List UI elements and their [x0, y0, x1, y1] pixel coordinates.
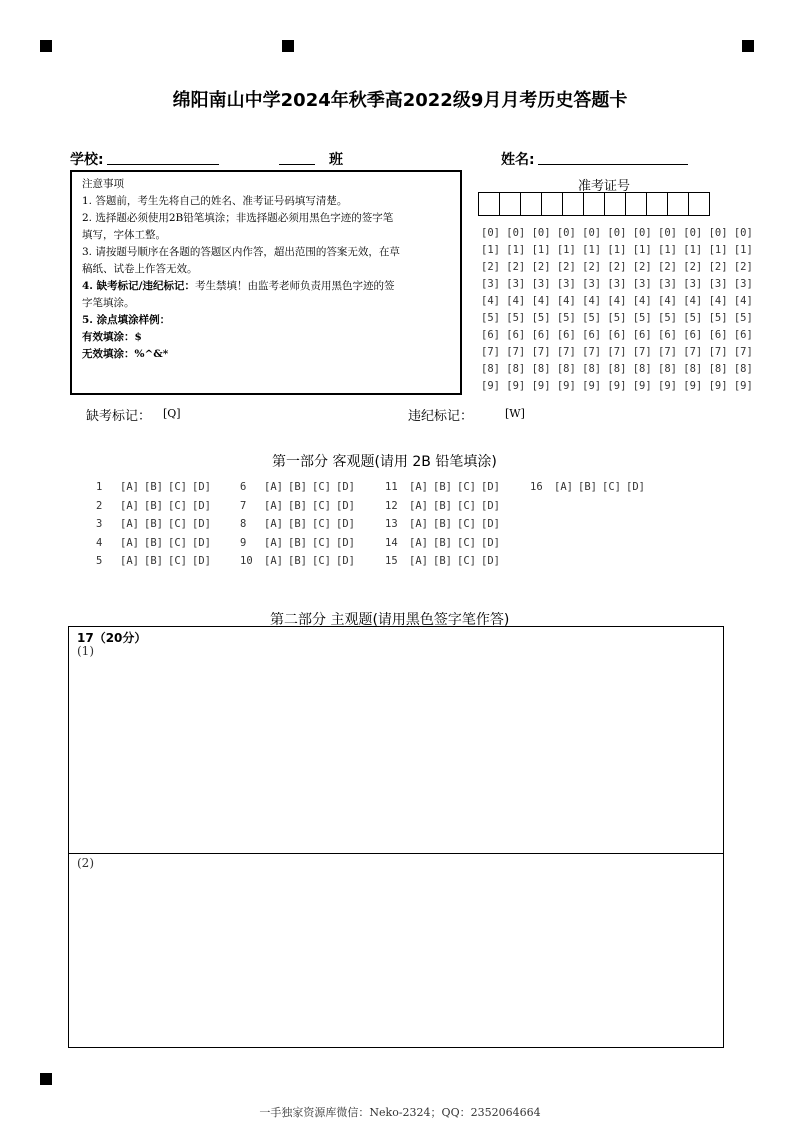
- mc-question-number: 13: [385, 518, 398, 530]
- valid-fill-example: 有效填涂：$: [82, 331, 142, 343]
- mc-question-row: [96, 537, 216, 549]
- admission-number-boxes: [478, 192, 710, 216]
- instructions-line: 3. 请按题号顺序在各题的答题区内作答，超出范围的答案无效，在草: [82, 246, 400, 258]
- registration-mark-bottom-left: [40, 1073, 52, 1085]
- name-field[interactable]: [538, 164, 688, 165]
- mc-question-row: [240, 500, 360, 512]
- mc-option-bubble[interactable]: [A]: [120, 537, 139, 549]
- mc-option-bubble[interactable]: [D]: [481, 555, 500, 567]
- admission-digit-box[interactable]: [583, 192, 605, 216]
- mc-question-row: [530, 481, 650, 493]
- mc-option-bubble[interactable]: [C]: [168, 537, 187, 549]
- mc-option-bubble[interactable]: [B]: [288, 481, 307, 493]
- instructions-line: 1. 答题前，考生先将自己的姓名、准考证号码填写清楚。: [82, 195, 348, 207]
- mc-option-bubble[interactable]: [C]: [457, 500, 476, 512]
- admission-digit-box[interactable]: [541, 192, 563, 216]
- mc-question-number: 16: [530, 481, 543, 493]
- mc-option-bubble[interactable]: [C]: [312, 555, 331, 567]
- admission-digit-box[interactable]: [604, 192, 626, 216]
- instructions-line: 字笔填涂。: [82, 297, 135, 309]
- mc-option-bubble[interactable]: [B]: [288, 537, 307, 549]
- admission-bubble-grid: [481, 225, 753, 395]
- mc-option-bubble[interactable]: [B]: [288, 500, 307, 512]
- admission-digit-box[interactable]: [499, 192, 521, 216]
- mc-option-bubble[interactable]: [C]: [312, 500, 331, 512]
- mc-option-bubble[interactable]: [A]: [264, 481, 283, 493]
- mc-option-bubble[interactable]: [D]: [336, 518, 355, 530]
- admission-bubble-row[interactable]: [5] [5] [5] [5] [5] [5] [5] [5] [5] [5] [5]: [481, 312, 753, 324]
- admission-number-title: 准考证号: [577, 179, 630, 194]
- mc-question-row: [240, 555, 360, 567]
- mc-question-number: 11: [385, 481, 398, 493]
- mc-question-number: 9: [240, 537, 247, 549]
- part1-title: 第一部分 客观题(请用 2B 铅笔填涂): [272, 454, 497, 470]
- name-label: 姓名:: [501, 152, 535, 168]
- violation-mark-bubble[interactable]: [W]: [505, 407, 525, 420]
- mc-option-bubble[interactable]: [B]: [288, 518, 307, 530]
- mc-question-number: 4: [96, 537, 103, 549]
- mc-option-bubble[interactable]: [D]: [481, 481, 500, 493]
- mc-option-bubble[interactable]: [B]: [433, 537, 452, 549]
- mc-option-bubble[interactable]: [A]: [409, 500, 428, 512]
- answer-area-q17[interactable]: [68, 626, 724, 1048]
- registration-mark-top-left: [40, 40, 52, 52]
- mc-question-row: [240, 518, 360, 530]
- mc-question-row: [385, 555, 505, 567]
- mc-option-bubble[interactable]: [A]: [264, 500, 283, 512]
- instructions-item-5: 5. 涂点填涂样例：: [82, 314, 171, 326]
- mc-question-number: 15: [385, 555, 398, 567]
- mc-question-row: [96, 518, 216, 530]
- mc-question-row: [240, 481, 360, 493]
- admission-bubble-row[interactable]: [0] [0] [0] [0] [0] [0] [0] [0] [0] [0] [0]: [481, 227, 753, 239]
- mc-option-bubble[interactable]: [A]: [409, 555, 428, 567]
- admission-bubble-row[interactable]: [3] [3] [3] [3] [3] [3] [3] [3] [3] [3] [3]: [481, 278, 753, 290]
- admission-digit-box[interactable]: [688, 192, 710, 216]
- mc-option-bubble[interactable]: [C]: [457, 518, 476, 530]
- mc-question-row: [96, 481, 216, 493]
- mc-option-bubble[interactable]: [B]: [433, 518, 452, 530]
- question-17-label: 17（20分）: [77, 631, 147, 645]
- mc-option-bubble[interactable]: [C]: [312, 537, 331, 549]
- admission-bubble-row[interactable]: [1] [1] [1] [1] [1] [1] [1] [1] [1] [1] [1]: [481, 244, 753, 256]
- instructions-line: 稿纸、试卷上作答无效。: [82, 263, 198, 275]
- answer-divider: [69, 853, 723, 854]
- mc-question-row: [385, 537, 505, 549]
- mc-option-bubble[interactable]: [A]: [264, 537, 283, 549]
- instructions-heading: 注意事项: [82, 178, 124, 190]
- mc-option-bubble[interactable]: [D]: [192, 500, 211, 512]
- mc-question-number: 3: [96, 518, 103, 530]
- class-number-field[interactable]: [279, 164, 315, 165]
- mc-option-bubble[interactable]: [D]: [481, 537, 500, 549]
- admission-digit-box[interactable]: [478, 192, 500, 216]
- mc-option-bubble[interactable]: [D]: [192, 481, 211, 493]
- mc-option-bubble[interactable]: [B]: [578, 481, 597, 493]
- mc-option-bubble[interactable]: [C]: [457, 481, 476, 493]
- instructions-line: 填写，字体工整。: [82, 229, 166, 241]
- mc-option-bubble[interactable]: [D]: [626, 481, 645, 493]
- mc-question-number: 5: [96, 555, 103, 567]
- mc-option-bubble[interactable]: [D]: [192, 555, 211, 567]
- violation-mark-label: 违纪标记：: [408, 409, 474, 424]
- absent-mark-label: 缺考标记：: [86, 409, 152, 424]
- page-title: 绵阳南山中学2024年秋季高2022级9月月考历史答题卡: [172, 90, 628, 111]
- mc-option-bubble[interactable]: [D]: [192, 537, 211, 549]
- mc-question-row: [96, 500, 216, 512]
- mc-option-bubble[interactable]: [C]: [168, 555, 187, 567]
- mc-question-row: [385, 500, 505, 512]
- mc-option-bubble[interactable]: [B]: [144, 500, 163, 512]
- admission-digit-box[interactable]: [520, 192, 542, 216]
- mc-option-bubble[interactable]: [D]: [336, 500, 355, 512]
- admission-bubble-row[interactable]: [6] [6] [6] [6] [6] [6] [6] [6] [6] [6] [6]: [481, 329, 753, 341]
- mc-option-bubble[interactable]: [A]: [120, 555, 139, 567]
- school-label: 学校:: [70, 152, 104, 168]
- admission-digit-box[interactable]: [625, 192, 647, 216]
- registration-mark-top-center: [282, 40, 294, 52]
- admission-bubble-row[interactable]: [2] [2] [2] [2] [2] [2] [2] [2] [2] [2] [2]: [481, 261, 753, 273]
- mc-option-bubble[interactable]: [C]: [168, 518, 187, 530]
- mc-option-bubble[interactable]: [A]: [120, 481, 139, 493]
- mc-option-bubble[interactable]: [C]: [312, 481, 331, 493]
- invalid-fill-example: 无效填涂：%^&*: [82, 348, 169, 360]
- mc-option-bubble[interactable]: [B]: [288, 555, 307, 567]
- mc-question-number: 12: [385, 500, 398, 512]
- admission-bubble-row[interactable]: [7] [7] [7] [7] [7] [7] [7] [7] [7] [7] [7]: [481, 346, 753, 358]
- mc-option-bubble[interactable]: [D]: [336, 555, 355, 567]
- mc-option-bubble[interactable]: [A]: [554, 481, 573, 493]
- mc-question-number: 1: [96, 481, 103, 493]
- admission-bubble-row[interactable]: [4] [4] [4] [4] [4] [4] [4] [4] [4] [4] [4]: [481, 295, 753, 307]
- mc-option-bubble[interactable]: [B]: [144, 518, 163, 530]
- mc-option-bubble[interactable]: [A]: [264, 555, 283, 567]
- mc-option-bubble[interactable]: [C]: [457, 537, 476, 549]
- mc-option-bubble[interactable]: [B]: [433, 500, 452, 512]
- admission-digit-box[interactable]: [562, 192, 584, 216]
- absent-mark-bubble[interactable]: [Q]: [163, 407, 181, 420]
- instructions-item-4-label: 4. 缺考标记/违纪标记：: [82, 280, 195, 292]
- mc-question-row: [385, 518, 505, 530]
- mc-question-number: 6: [240, 481, 247, 493]
- mc-option-bubble[interactable]: [B]: [144, 481, 163, 493]
- subquestion-2-label: (2): [77, 856, 94, 870]
- mc-option-bubble[interactable]: [A]: [409, 481, 428, 493]
- mc-option-bubble[interactable]: [D]: [192, 518, 211, 530]
- mc-option-bubble[interactable]: [D]: [336, 481, 355, 493]
- registration-mark-top-right: [742, 40, 754, 52]
- mc-option-bubble[interactable]: [C]: [602, 481, 621, 493]
- mc-question-row: [240, 537, 360, 549]
- school-field[interactable]: [107, 164, 219, 165]
- instructions-item-4: [82, 278, 450, 295]
- mc-option-bubble[interactable]: [B]: [433, 555, 452, 567]
- mc-question-number: 14: [385, 537, 398, 549]
- mc-question-number: 2: [96, 500, 103, 512]
- subquestion-1-label: (1): [77, 644, 94, 658]
- mc-question-number: 8: [240, 518, 247, 530]
- mc-option-bubble[interactable]: [B]: [144, 555, 163, 567]
- mc-question-number: 7: [240, 500, 247, 512]
- mc-option-bubble[interactable]: [A]: [409, 537, 428, 549]
- mc-question-row: [385, 481, 505, 493]
- mc-option-bubble[interactable]: [A]: [409, 518, 428, 530]
- mc-option-bubble[interactable]: [A]: [264, 518, 283, 530]
- mc-option-bubble[interactable]: [C]: [168, 500, 187, 512]
- class-label: 班: [329, 152, 343, 168]
- mc-question-number: 10: [240, 555, 253, 567]
- mc-option-bubble[interactable]: [D]: [336, 537, 355, 549]
- mc-option-bubble[interactable]: [C]: [168, 481, 187, 493]
- mc-option-bubble[interactable]: [C]: [457, 555, 476, 567]
- admission-bubble-row[interactable]: [8] [8] [8] [8] [8] [8] [8] [8] [8] [8] [8]: [481, 363, 753, 375]
- mc-option-bubble[interactable]: [A]: [120, 518, 139, 530]
- footer-contact: 一手独家资源库微信：Neko-2324；QQ：2352064664: [259, 1106, 541, 1119]
- instructions-line: 2. 选择题必须使用2B铅笔填涂；非选择题必须用黑色字迹的签字笔: [82, 212, 394, 224]
- instructions-item-4-text: 考生禁填！由监考老师负责用黑色字迹的签: [194, 280, 395, 292]
- admission-digit-box[interactable]: [667, 192, 689, 216]
- mc-option-bubble[interactable]: [A]: [120, 500, 139, 512]
- admission-bubble-row[interactable]: [9] [9] [9] [9] [9] [9] [9] [9] [9] [9] [9]: [481, 380, 753, 392]
- mc-option-bubble[interactable]: [D]: [481, 500, 500, 512]
- mc-option-bubble[interactable]: [B]: [433, 481, 452, 493]
- mc-option-bubble[interactable]: [B]: [144, 537, 163, 549]
- part2-title: 第二部分 主观题(请用黑色签字笔作答): [270, 612, 510, 628]
- mc-option-bubble[interactable]: [D]: [481, 518, 500, 530]
- admission-digit-box[interactable]: [646, 192, 668, 216]
- mc-option-bubble[interactable]: [C]: [312, 518, 331, 530]
- mc-question-row: [96, 555, 216, 567]
- instructions-box: [70, 170, 462, 395]
